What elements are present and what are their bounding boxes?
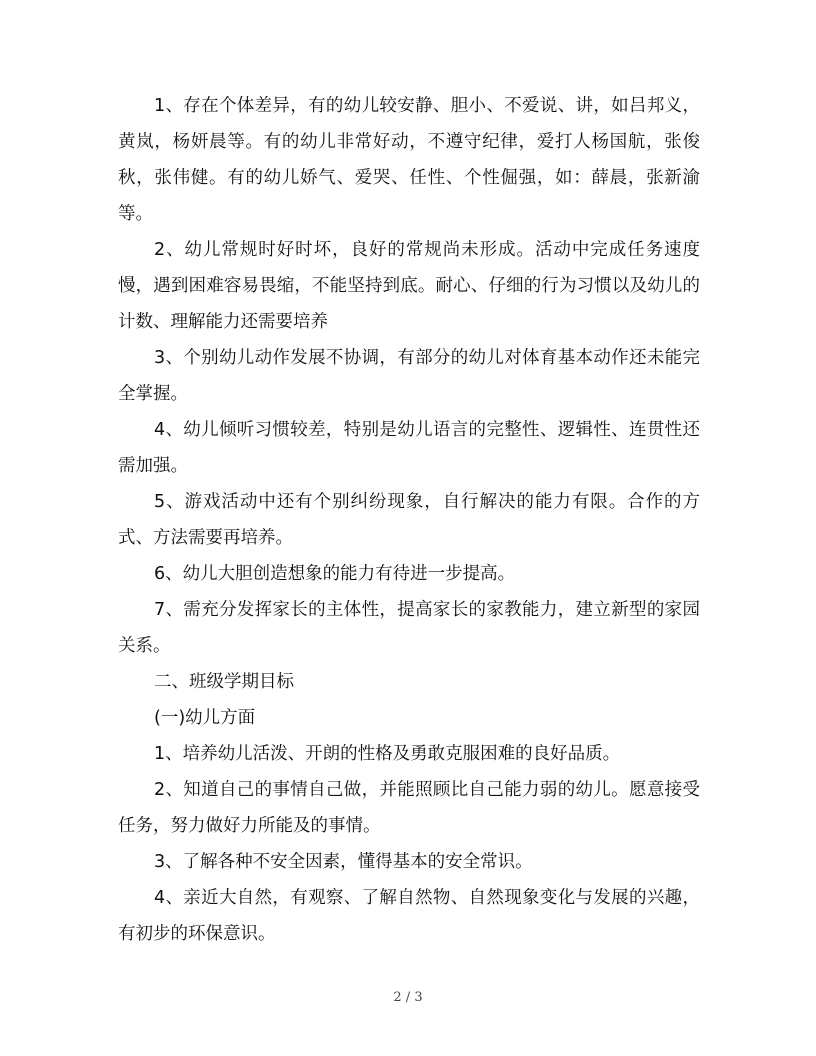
paragraph-6: 6、幼儿大胆创造想象的能力有待进一步提高。 <box>154 564 516 584</box>
paragraph-1: 1、存在个体差异，有的幼儿较安静、胆小、不爱说、讲，如吕邦义，黄岚，杨妍晨等。有的幼儿非常好动，不遵守纪律，爱打人杨国航，张俊秋，张伟健。有的幼儿娇气、爱哭、任性、个性倔强，如：薛晨，张新渝等。 <box>118 96 700 224</box>
paragraph-5: 5、游戏活动中还有个别纠纷现象，自行解决的能力有限。合作的方式、方法需要再培养。 <box>118 492 700 548</box>
goal-paragraph-2: 2、知道自己的事情自己做，并能照顾比自己能力弱的幼儿。愿意接受任务，努力做好力所能及的事情。 <box>118 780 700 836</box>
page-number: 2 / 3 <box>393 990 423 1005</box>
subsection-heading-children: (一)幼儿方面 <box>154 708 256 728</box>
goal-paragraph-4: 4、亲近大自然，有观察、了解自然物、自然现象变化与发展的兴趣，有初步的环保意识。 <box>118 888 700 944</box>
document-body <box>118 88 700 952</box>
paragraph-2: 2、幼儿常规时好时坏，良好的常规尚未形成。活动中完成任务速度慢，遇到困难容易畏缩，不能坚持到底。耐心、仔细的行为习惯以及幼儿的计数、理解能力还需要培养 <box>118 240 700 332</box>
paragraph-7: 7、需充分发挥家长的主体性，提高家长的家教能力，建立新型的家园关系。 <box>118 600 700 656</box>
section-heading-goals: 二、班级学期目标 <box>154 672 294 692</box>
goal-paragraph-3: 3、了解各种不安全因素，懂得基本的安全常识。 <box>154 852 533 872</box>
paragraph-4: 4、幼儿倾听习惯较差，特别是幼儿语言的完整性、逻辑性、连贯性还需加强。 <box>118 420 700 476</box>
paragraph-3: 3、个别幼儿动作发展不协调，有部分的幼儿对体育基本动作还未能完全掌握。 <box>118 348 700 404</box>
goal-paragraph-1: 1、培养幼儿活泼、开朗的性格及勇敢克服困难的良好品质。 <box>154 744 621 764</box>
